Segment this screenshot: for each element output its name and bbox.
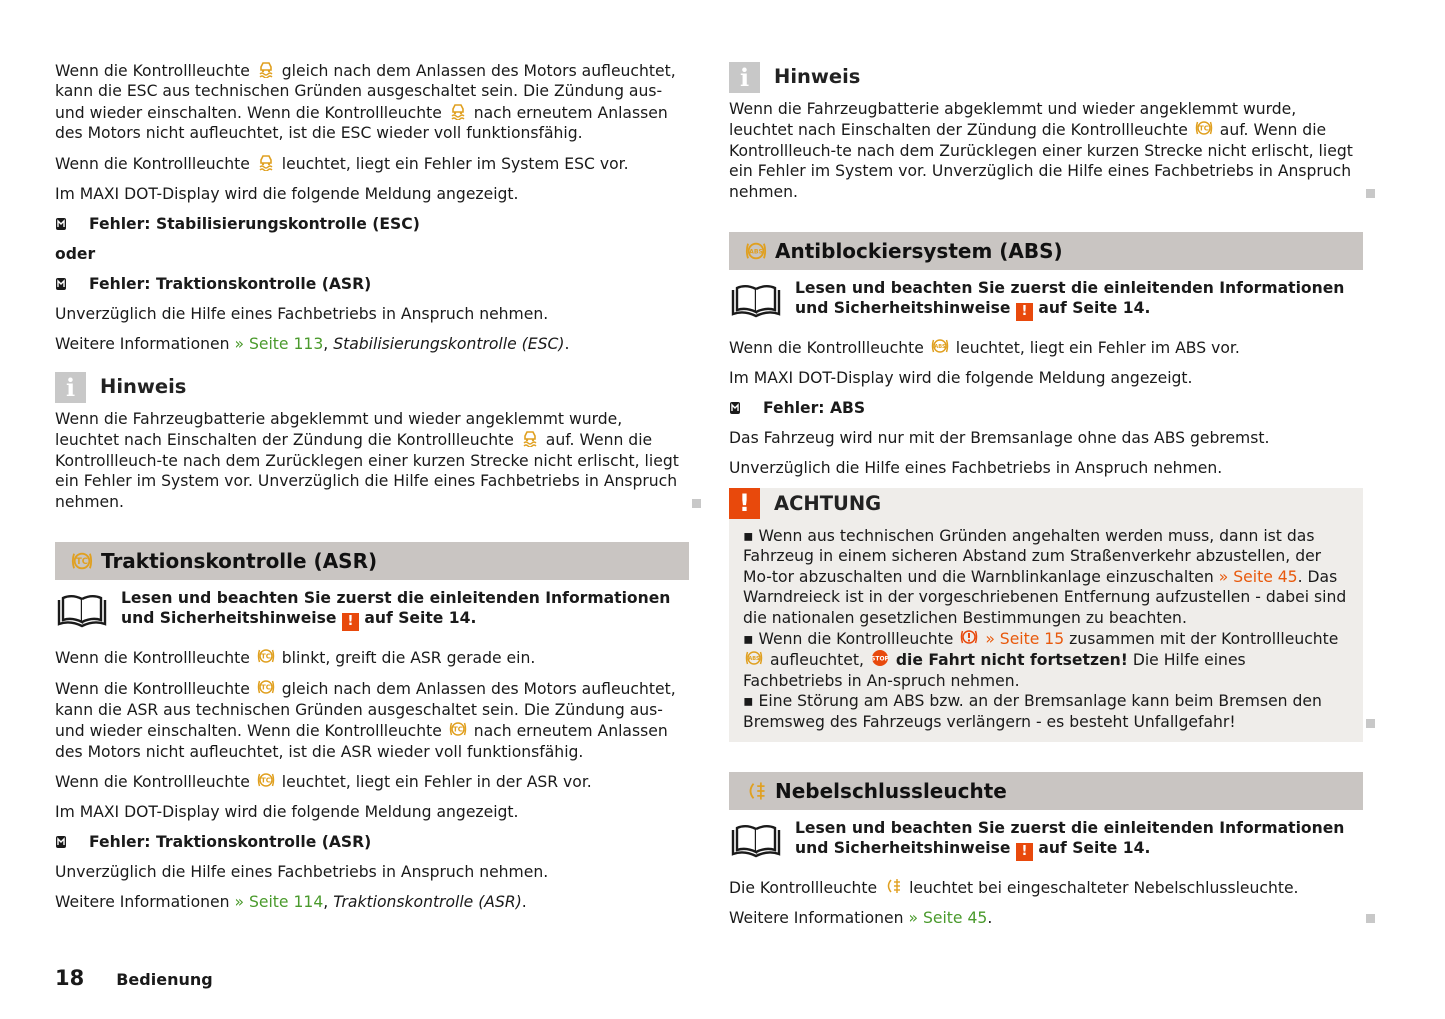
warning-title: ACHTUNG <box>774 491 882 515</box>
end-marker <box>1366 914 1375 923</box>
traction-control-icon <box>257 678 275 696</box>
right-column <box>729 60 1363 938</box>
left-column <box>55 60 689 922</box>
section-header-asr: Traktionskontrolle (ASR) <box>55 542 689 580</box>
esc-warning-icon <box>449 102 467 120</box>
traction-control-icon <box>449 720 467 738</box>
read-first-note: Lesen und beachten Sie zuerst die einleitenden Informationen und Sicherheitshinweise ! auf Seite 14. <box>55 588 689 631</box>
warning-bullet: ▪ Wenn die Kontrollleuchte » Seite 15 zusammen mit der Kontrollleuchte aufleuchtet, die Fahrt nicht fortsetzen! Die Hilfe eines Fachbetriebs in An-spruch nehmen. <box>743 630 1339 690</box>
hint-box <box>729 62 1363 202</box>
traction-control-icon <box>257 647 275 665</box>
esc-warning-icon <box>521 429 539 447</box>
paragraph: Wenn die Kontrollleuchte leuchtet, liegt ein Fehler im System ESC vor. <box>55 155 629 174</box>
exclamation-icon: ! <box>729 488 760 519</box>
page-link[interactable]: » Seite 45 <box>1218 567 1298 586</box>
book-icon <box>55 592 109 628</box>
end-marker <box>1366 719 1375 728</box>
maxi-dot-icon <box>55 217 67 231</box>
warning-box <box>729 488 1363 742</box>
abs-icon <box>743 240 769 262</box>
paragraph: Die Kontrollleuchte leuchtet bei eingeschalteter Nebelschlussleuchte. <box>729 879 1299 898</box>
display-message: Fehler: Traktionskontrolle (ASR) <box>55 832 689 852</box>
hint-title: Hinweis <box>774 65 861 89</box>
traction-control-icon <box>1195 119 1213 137</box>
stop-icon <box>871 649 889 667</box>
paragraph: Unverzüglich die Hilfe eines Fachbetriebs in Anspruch nehmen. <box>55 863 549 882</box>
oder-text: oder <box>55 244 96 263</box>
display-message: Fehler: Traktionskontrolle (ASR) <box>55 274 689 294</box>
warning-bullet: ▪ Eine Störung am ABS bzw. an der Bremsanlage kann beim Bremsen den Bremsweg des Fahrzeugs verlängern - es besteht Unfallgefahr! <box>743 692 1322 731</box>
book-icon <box>729 282 783 318</box>
paragraph: Wenn die Kontrollleuchte leuchtet, liegt ein Fehler im ABS vor. <box>729 339 1240 358</box>
display-message: Fehler: Stabilisierungskontrolle (ESC) <box>55 214 689 234</box>
maxi-dot-icon <box>729 401 741 415</box>
paragraph: Im MAXI DOT-Display wird die folgende Meldung angezeigt. <box>55 803 519 822</box>
maxi-dot-icon <box>55 835 67 849</box>
paragraph: Wenn die Kontrollleuchte leuchtet, liegt ein Fehler in der ASR vor. <box>55 773 592 792</box>
info-icon: i <box>55 372 86 403</box>
paragraph: Weitere Informationen » Seite 45. <box>729 908 1363 928</box>
warning-icon: ! <box>1016 303 1033 321</box>
paragraph: Unverzüglich die Hilfe eines Fachbetriebs in Anspruch nehmen. <box>55 304 549 323</box>
warning-bullet: ▪ Wenn aus technischen Gründen angehalten werden muss, dann ist das Fahrzeug in einem sicheren Abstand zum Straßenverkehr abzustellen, der Mo-tor abzuschalten und die Warnblinkanlage einzuschalten » Seite 45. Das Warndreieck ist in der vorgeschriebenen Entfernung aufzustellen - dabei sind die nationalen gesetzlichen Bestimmungen zu beachten. <box>743 526 1347 627</box>
warning-icon: ! <box>1016 843 1033 861</box>
page-footer <box>55 968 213 990</box>
paragraph: Im MAXI DOT-Display wird die folgende Meldung angezeigt. <box>55 185 519 204</box>
page-link[interactable]: » Seite 113 <box>234 334 324 353</box>
esc-warning-icon <box>257 60 275 78</box>
section-header-fog: Nebelschlussleuchte <box>729 772 1363 810</box>
maxi-dot-icon <box>55 277 67 291</box>
paragraph: Weitere Informationen » Seite 114, Traktionskontrolle (ASR). <box>55 893 527 912</box>
hint-box <box>55 372 689 512</box>
page-link[interactable]: » Seite 15 <box>985 630 1065 648</box>
rear-fog-light-icon <box>884 877 902 895</box>
paragraph: Wenn die Kontrollleuchte gleich nach dem Anlassen des Motors aufleuchtet, kann die ASR aus technischen Gründen ausgeschaltet sein. Die Zündung aus- und wieder einschalten. Wenn die Kontrollleuchte nach erneutem Anlassen des Motors nicht aufleuchtet, ist die ASR wieder voll funktionsfähig. <box>55 680 676 761</box>
book-icon <box>729 822 783 858</box>
paragraph: Unverzüglich die Hilfe eines Fachbetriebs in Anspruch nehmen. <box>729 459 1223 478</box>
traction-control-icon <box>257 771 275 789</box>
end-marker <box>1366 189 1375 198</box>
read-first-note: Lesen und beachten Sie zuerst die einleitenden Informationen und Sicherheitshinweise ! auf Seite 14. <box>729 278 1363 321</box>
info-icon: i <box>729 62 760 93</box>
paragraph: Wenn die Kontrollleuchte gleich nach dem Anlassen des Motors aufleuchtet, kann die ESC aus technischen Gründen ausgeschaltet sein. Die Zündung aus- und wieder einschalten. Wenn die Kontrollleuchte nach erneutem Anlassen des Motors nicht aufleuchtet, ist die ESC wieder voll funktionsfähig. <box>55 62 676 143</box>
brake-warning-icon <box>960 628 978 646</box>
warning-icon: ! <box>342 613 359 631</box>
paragraph: Wenn die Kontrollleuchte blinkt, greift die ASR gerade ein. <box>55 649 536 668</box>
hint-title: Hinweis <box>100 375 187 399</box>
page-link[interactable]: » Seite 45 <box>908 909 988 928</box>
page-number: 18 <box>55 966 85 990</box>
display-message: Fehler: ABS <box>729 398 1363 418</box>
esc-warning-icon <box>257 153 275 171</box>
section-header-abs: Antiblockiersystem (ABS) <box>729 232 1363 270</box>
abs-icon <box>931 337 949 355</box>
hint-text: Wenn die Fahrzeugbatterie abgeklemmt und wieder angeklemmt wurde, leuchtet nach Einschalten der Zündung die Kontrollleuchte auf. Wenn die Kontrollleuch-te nach dem Zurücklegen einer kurzen Strecke nicht erlischt, liegt ein Fehler im System vor. Unverzüglich die Hilfe eines Fachbetriebs in Anspruch nehmen. <box>729 100 1353 201</box>
section-label: Bedienung <box>116 970 213 989</box>
hint-text: Wenn die Fahrzeugbatterie abgeklemmt und wieder angeklemmt wurde, leuchtet nach Einschalten der Zündung die Kontrollleuchte auf. Wenn die Kontrollleuch-te nach dem Zurücklegen einer kurzen Strecke nicht erlischt, liegt ein Fehler im System vor. Unverzüglich die Hilfe eines Fachbetriebs in Anspruch nehmen. <box>55 409 679 511</box>
paragraph: Das Fahrzeug wird nur mit der Bremsanlage ohne das ABS gebremst. <box>729 429 1270 448</box>
abs-icon <box>745 649 763 667</box>
read-first-note: Lesen und beachten Sie zuerst die einleitenden Informationen und Sicherheitshinweise ! auf Seite 14. <box>729 818 1363 861</box>
paragraph: Im MAXI DOT-Display wird die folgende Meldung angezeigt. <box>729 369 1193 388</box>
paragraph: Weitere Informationen » Seite 113, Stabilisierungskontrolle (ESC). <box>55 334 570 353</box>
end-marker <box>692 499 701 508</box>
page-link[interactable]: » Seite 114 <box>234 893 324 912</box>
rear-fog-light-icon <box>743 780 769 802</box>
traction-control-icon <box>69 550 95 572</box>
